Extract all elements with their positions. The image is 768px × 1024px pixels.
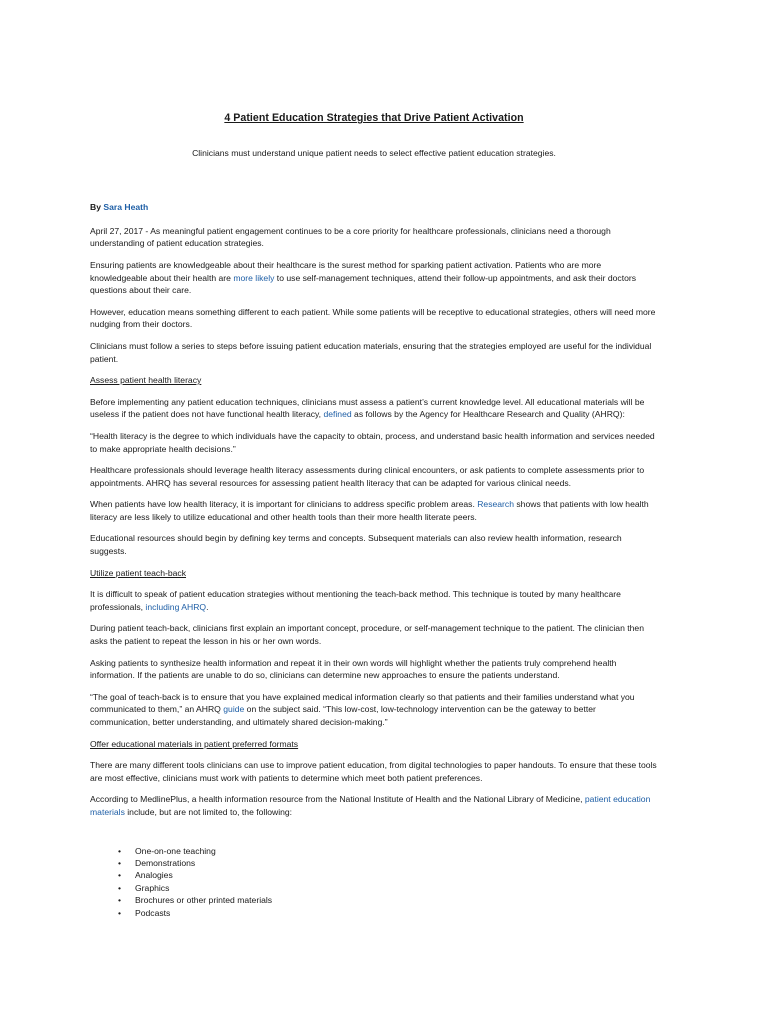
list-item-label: Graphics xyxy=(135,882,170,893)
defined-link[interactable]: defined xyxy=(323,409,352,420)
author-link[interactable]: Sara Heath xyxy=(103,202,149,213)
list-item-label: Podcasts xyxy=(135,907,171,918)
section-heading-formats: Offer educational materials in patient preferred formats xyxy=(90,738,299,749)
article-title: 4 Patient Education Strategies that Drive Patient Activation xyxy=(224,112,524,124)
paragraph-11: During patient teach-back, clinicians first explain an important concept, procedure, or self-management technique to the patient. The clinician then asks the patient to repeat the lesson in his or her own words. xyxy=(90,623,644,647)
list-item-label: Demonstrations xyxy=(135,857,196,868)
bullet-icon: • xyxy=(118,845,122,856)
paragraph-5-text-b: as follows by the Agency for Healthcare Research and Quality (AHRQ): xyxy=(351,409,625,420)
paragraph-1: April 27, 2017 - As meaningful patient engagement continues to be a core priority for healthcare professionals, clinicians need a thorough understanding of patient education strategies. xyxy=(90,225,611,249)
bullet-icon: • xyxy=(118,907,122,918)
paragraph-13-text-b: on the subject said. “This low-cost, low-technology intervention can be the gateway to better communication, better understanding, and ultimately shared decision-making.” xyxy=(90,704,596,727)
paragraph-10 xyxy=(90,588,658,613)
patient-education-materials-link[interactable]: patient education materials xyxy=(90,794,651,817)
list-item xyxy=(118,857,658,869)
research-link[interactable]: Research xyxy=(477,499,514,510)
article-subtitle: Clinicians must understand unique patient needs to select effective patient education strategies. xyxy=(192,147,556,158)
list-item xyxy=(118,907,658,919)
paragraph-8-text-b: shows that patients with low health literacy are less likely to utilize educational and other health tools than their more health literate peers. xyxy=(90,499,649,522)
materials-list xyxy=(90,845,658,919)
byline-prefix: By xyxy=(90,202,104,213)
paragraph-6: “Health literacy is the degree to which individuals have the capacity to obtain, process, and understand basic health information and services needed to make appropriate health decisions.” xyxy=(90,430,655,454)
paragraph-8-text-a: When patients have low health literacy, it is important for clinicians to address specific problem areas. xyxy=(90,499,478,510)
paragraph-7: Healthcare professionals should leverage health literacy assessments during clinical encounters, or ask patients to complete assessments prior to appointments. AHRQ has several resources for assessing patient health literacy that can be adapted for various clinical needs. xyxy=(90,465,645,488)
bullet-icon: • xyxy=(118,882,122,893)
paragraph-15-text-b: include, but are not limited to, the following: xyxy=(124,806,293,817)
paragraph-8 xyxy=(90,498,658,523)
list-item xyxy=(118,869,658,881)
paragraph-15 xyxy=(90,793,658,818)
paragraph-13-text-a: “The goal of teach-back is to ensure that you have explained medical information clearly so that patients and their families understand what you communicated to them,” an AHRQ xyxy=(90,691,635,715)
paragraph-2 xyxy=(90,259,658,297)
paragraph-13 xyxy=(90,691,658,729)
section-heading-teach-back: Utilize patient teach-back xyxy=(90,567,187,578)
paragraph-12: Asking patients to synthesize health information and repeat it in their own words will highlight whether the patients truly comprehend health information. If the patients are unable to do so, clinicians can determine new approaches to ensure the patients understand. xyxy=(90,657,617,681)
bullet-icon: • xyxy=(118,870,122,881)
list-item xyxy=(118,882,658,894)
paragraph-3: However, education means something different to each patient. While some patients will be receptive to educational strategies, others will need more nudging from their doctors. xyxy=(90,306,656,330)
paragraph-2-text-b: to use self-management techniques, attend their follow-up appointments, and ask their doctors questions about their care. xyxy=(90,272,637,296)
byline xyxy=(90,201,658,214)
paragraph-5-text-a: Before implementing any patient education techniques, clinicians must assess a patient’s current knowledge level. All educational materials will be useless if the patient does not have functional health literacy, xyxy=(90,396,645,420)
paragraph-5 xyxy=(90,396,658,421)
list-item-label: One-on-one teaching xyxy=(135,845,216,856)
paragraph-14: There are many different tools clinicians can use to improve patient education, from digital technologies to paper handouts. To ensure that these tools are most effective, clinicians must work with patients to determine which meet both patient preferences. xyxy=(90,760,657,783)
paragraph-9: Educational resources should begin by defining key terms and concepts. Subsequent materials can also review health information, research suggests. xyxy=(90,533,622,557)
paragraph-15-text-a: According to MedlinePlus, a health information resource from the National Institute of Health and the National Library of Medicine, xyxy=(90,794,585,805)
list-item-label: Brochures or other printed materials xyxy=(135,895,273,906)
bullet-icon: • xyxy=(118,895,122,906)
list-item xyxy=(118,894,658,906)
paragraph-10-text-b: . xyxy=(206,601,209,612)
paragraph-4: Clinicians must follow a series to steps before issuing patient education materials, ensuring that the strategies employed are useful for the individual patient. xyxy=(90,340,652,364)
list-item-label: Analogies xyxy=(135,870,173,881)
including-ahrq-link[interactable]: including AHRQ xyxy=(145,601,207,612)
more-likely-link[interactable]: more likely xyxy=(233,272,275,283)
paragraph-10-text-a: It is difficult to speak of patient education strategies without mentioning the teach-back method. This technique is touted by many healthcare professionals, xyxy=(90,589,621,612)
paragraph-2-text-a: Ensuring patients are knowledgeable about their healthcare is the surest method for sparking patient activation. Patients who are more knowledgeable about their health are xyxy=(90,259,602,283)
section-heading-assess: Assess patient health literacy xyxy=(90,375,202,386)
guide-link[interactable]: guide xyxy=(223,704,245,715)
bullet-icon: • xyxy=(118,857,122,868)
list-item xyxy=(118,845,658,857)
